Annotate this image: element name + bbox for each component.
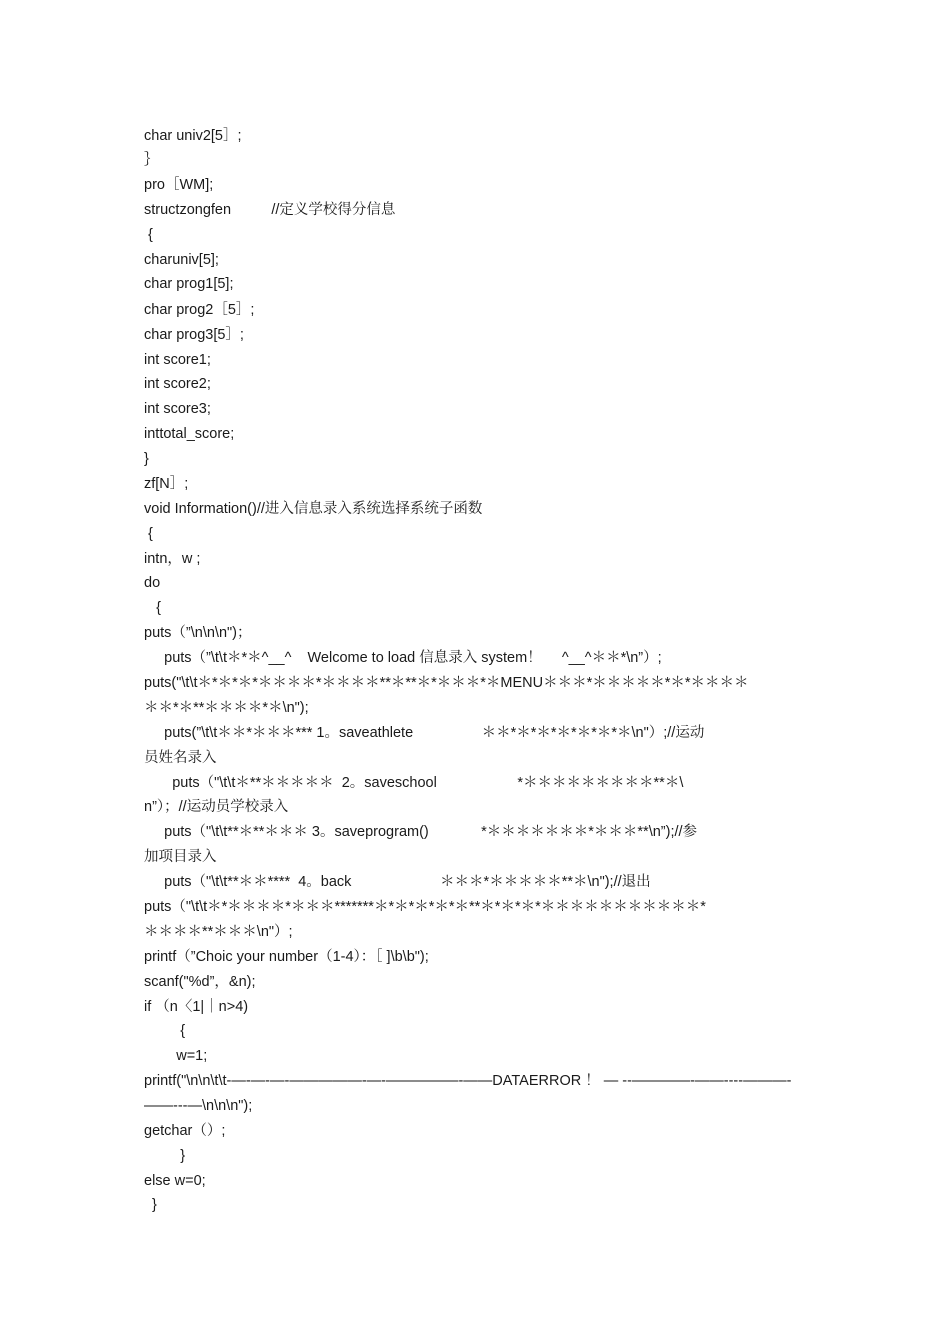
code-line: w=1; (144, 1048, 208, 1064)
code-line: puts（”\t\t＊*＊^__^ Welcome to load 信息录入 system！ ^__^＊＊*\n”）; (144, 650, 662, 666)
code-line: int score2; (144, 376, 211, 392)
code-line: getchar（）; (144, 1123, 226, 1139)
code-line: } (144, 451, 149, 467)
code-line: puts（"\t\t**＊**＊＊＊ 3。saveprogram() *＊＊＊＊＊＊＊*＊＊＊**\n”);//参 (144, 824, 698, 840)
code-line: inttotal_score; (144, 426, 235, 442)
code-line: 员姓名录入 (144, 750, 217, 766)
code-line: } (144, 1148, 186, 1164)
code-line: intn，w ; (144, 551, 201, 567)
code-line: } (144, 1197, 157, 1213)
code-line: char prog2［5］; (144, 302, 255, 318)
code-line: scanf("%d”，&n); (144, 974, 256, 990)
code-line: { (144, 227, 153, 243)
code-line: void Information()//进入信息录入系统选择系统子函数 (144, 501, 483, 517)
code-line: else w=0; (144, 1173, 206, 1189)
code-line: puts（"\t\t**＊＊**** 4。back ＊＊＊*＊＊＊＊＊**＊\n");//退出 (144, 874, 651, 890)
code-line: { (144, 600, 161, 616)
code-line: puts("\t\t＊*＊*＊*＊＊＊＊*＊＊＊＊**＊**＊*＊＊＊*＊MENU＊＊＊*＊＊＊＊＊*＊*＊＊＊＊ (144, 675, 749, 691)
code-line: if （n〈1|｜n>4) (144, 999, 249, 1015)
code-line: puts（"\t\t＊*＊＊＊＊*＊＊＊*******＊*＊*＊*＊*＊**＊*＊*＊*＊＊＊＊＊＊＊＊＊＊＊* (144, 899, 706, 915)
code-line: puts（"\t\t＊**＊＊＊＊＊ 2。saveschool *＊＊＊＊＊＊＊＊＊**＊\ (144, 775, 684, 791)
code-line: { (144, 1023, 186, 1039)
code-line: structzongfen //定义学校得分信息 (144, 202, 396, 218)
code-line: ＊＊*＊**＊＊＊＊*＊\n"); (144, 700, 309, 716)
code-line: char univ2[5］; (144, 128, 242, 144)
code-line: puts(”\t\t＊＊*＊＊＊*** 1。saveathlete ＊＊*＊*＊*＊*＊*＊*＊\n"）;//运动 (144, 725, 705, 741)
code-line: printf（”Choic your number（1-4）：［ ]\b\b"); (144, 949, 429, 965)
code-line: char prog3[5］; (144, 327, 244, 343)
code-line: zf[N］; (144, 476, 189, 492)
code-line: ＊＊＊＊**＊＊＊\n"）; (144, 924, 293, 940)
code-line: puts（”\n\n\n")； (144, 625, 252, 641)
code-line: int score3; (144, 401, 211, 417)
code-line: char prog1[5]; (144, 276, 234, 292)
code-line: charuniv[5]; (144, 252, 219, 268)
code-line: { (144, 526, 153, 542)
code-line: 加项目录入 (144, 849, 217, 865)
code-line: ｝ (144, 152, 159, 168)
code-line: n”）；//运动员学校录入 (144, 799, 289, 815)
code-line: do (144, 575, 161, 591)
code-line: ——---—\n\n\n"); (144, 1098, 253, 1114)
code-line: int score1; (144, 352, 211, 368)
code-line: pro［WM]; (144, 177, 214, 193)
code-line: printf("\n\n\t\t-—-—-—-—————-—-—————-——DATAERROR ！ — --————-——----———- (144, 1073, 792, 1089)
